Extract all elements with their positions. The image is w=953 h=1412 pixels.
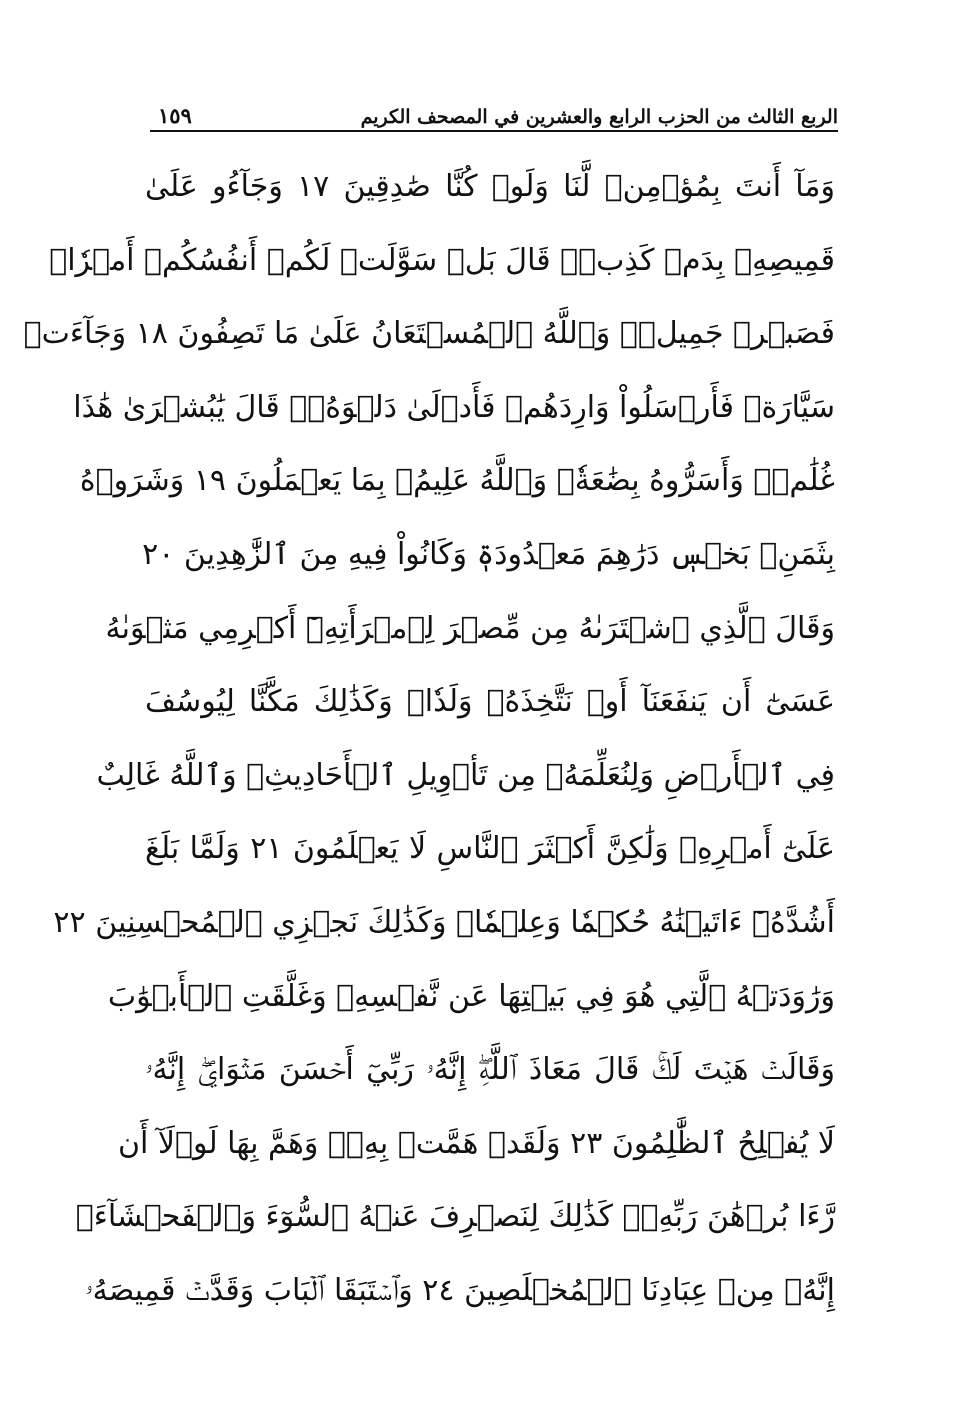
text-line-10: عَلَىٰٓ أَمۡرِهِۦ وَلَٰكِنَّ أَكۡثَرَ ٱلنَّاسِ لَا يَعۡلَمُونَ ٢١ وَلَمَّا بَلَغَ (145, 831, 835, 867)
page-number: ١٥٩ (158, 103, 192, 128)
text-line-13: وَقَالَتۡ هَيۡتَ لَكَۚ قَالَ مَعَاذَ ٱللَّهِۖ إِنَّهُۥ رَبِّيٓ أَحۡسَنَ مَثۡوَايَۖ إِنَّهُۥ (145, 1052, 835, 1088)
quran-text-block (23, 150, 835, 1328)
text-line-9: فِي ٱلۡأَرۡضِ وَلِنُعَلِّمَهُۥ مِن تَأۡوِيلِ ٱلۡأَحَادِيثِۚ وَٱللَّهُ غَالِبٌ (96, 757, 835, 793)
text-line-3: فَصَبۡرٞ جَمِيلٞۖ وَٱللَّهُ ٱلۡمُسۡتَعَانُ عَلَىٰ مَا تَصِفُونَ ١٨ وَجَآءَتۡ (23, 316, 835, 352)
text-line-4: سَيَّارَةٞ فَأَرۡسَلُواْ وَارِدَهُمۡ فَأَدۡلَىٰ دَلۡوَهُۥۖ قَالَ يَٰبُشۡرَىٰ هَٰذَا (73, 389, 835, 425)
text-line-8: عَسَىٰٓ أَن يَنفَعَنَآ أَوۡ نَتَّخِذَهُۥ وَلَدٗاۚ وَكَذَٰلِكَ مَكَّنَّا لِيُوسُفَ (145, 684, 835, 720)
page-header (150, 92, 838, 128)
text-line-7: وَقَالَ ٱلَّذِي ٱشۡتَرَىٰهُ مِن مِّصۡرَ لِٱمۡرَأَتِهِۦٓ أَكۡرِمِي مَثۡوَىٰهُ (105, 610, 835, 646)
header-title: الربع الثالث من الحزب الرابع والعشرين في المصحف الكريم (360, 106, 838, 128)
text-line-16: إِنَّهُۥ مِنۡ عِبَادِنَا ٱلۡمُخۡلَصِينَ ٢٤ وَٱسۡتَبَقَا ٱلۡبَابَ وَقَدَّتۡ قَمِيصَهُۥ (85, 1272, 835, 1308)
text-line-2: قَمِيصِهِۦ بِدَمٖ كَذِبٖۚ قَالَ بَلۡ سَوَّلَتۡ لَكُمۡ أَنفُسُكُمۡ أَمۡرٗاۖ (49, 242, 835, 278)
text-line-11: أَشُدَّهُۥٓ ءَاتَيۡنَٰهُ حُكۡمٗا وَعِلۡمٗاۚ وَكَذَٰلِكَ نَجۡزِي ٱلۡمُحۡسِنِينَ ٢٢ (53, 904, 835, 940)
text-line-6: بِثَمَنِۭ بَخۡسٖ دَرَٰهِمَ مَعۡدُودَةٖ وَكَانُواْ فِيهِ مِنَ ٱلزَّٰهِدِينَ ٢٠ (142, 536, 835, 572)
text-line-14: لَا يُفۡلِحُ ٱلظَّٰلِمُونَ ٢٣ وَلَقَدۡ هَمَّتۡ بِهِۦۖ وَهَمَّ بِهَا لَوۡلَآ أَن (117, 1125, 835, 1161)
text-line-5: غُلَٰمٞۚ وَأَسَرُّوهُ بِضَٰعَةٗۚ وَٱللَّهُ عَلِيمُۢ بِمَا يَعۡمَلُونَ ١٩ وَشَرَوۡهُ (79, 463, 835, 499)
header-divider (150, 130, 838, 132)
text-line-1: وَمَآ أَنتَ بِمُؤۡمِنٖ لَّنَا وَلَوۡ كُنَّا صَٰدِقِينَ ١٧ وَجَآءُو عَلَىٰ (145, 169, 835, 204)
text-line-12: وَرَٰوَدَتۡهُ ٱلَّتِي هُوَ فِي بَيۡتِهَا عَن نَّفۡسِهِۦ وَغَلَّقَتِ ٱلۡأَبۡوَٰبَ (107, 978, 835, 1014)
text-line-15: رَّءَا بُرۡهَٰنَ رَبِّهِۦۚ كَذَٰلِكَ لِنَصۡرِفَ عَنۡهُ ٱلسُّوٓءَ وَٱلۡفَحۡشَآءَۚ (75, 1199, 835, 1235)
